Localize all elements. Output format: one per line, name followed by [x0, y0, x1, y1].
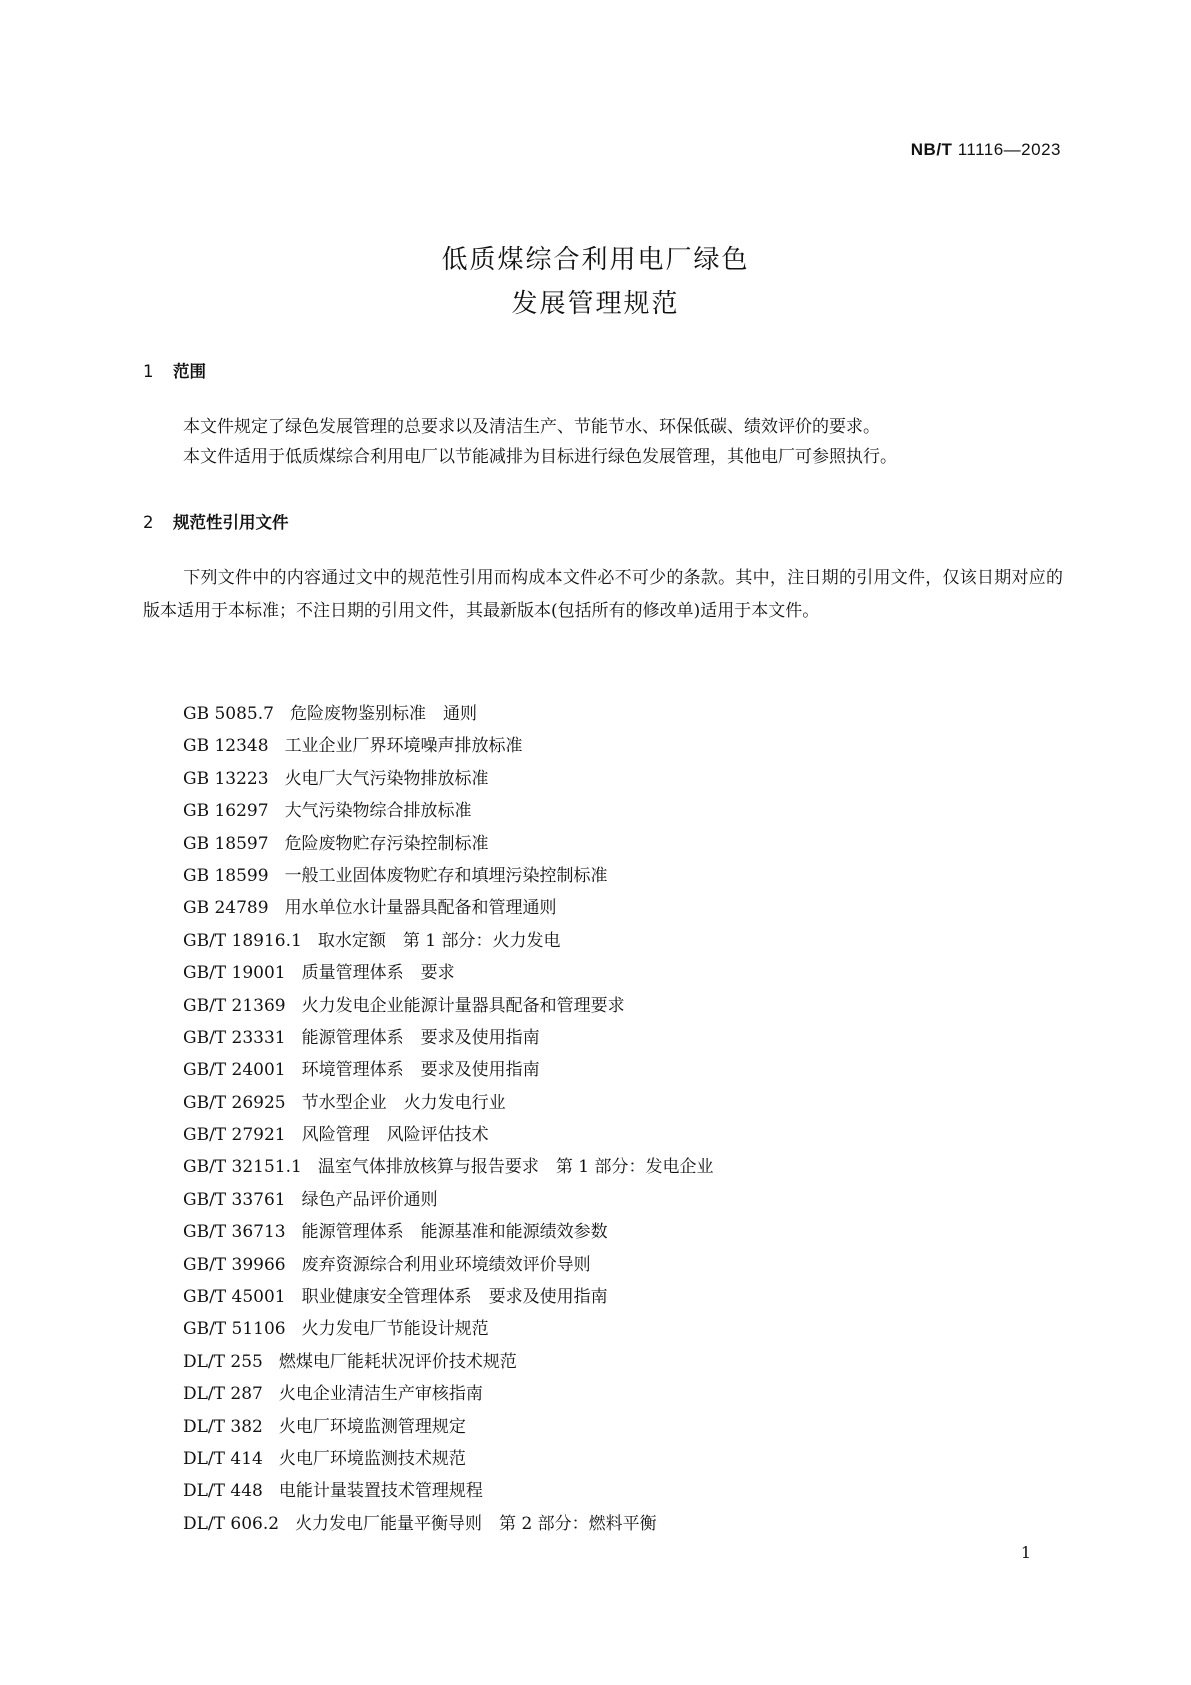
reference-title: 职业健康安全管理体系 要求及使用指南 [301, 1287, 608, 1308]
reference-title: 取水定额 第 1 部分：火力发电 [317, 930, 561, 951]
reference-title: 危险废物贮存污染控制标准 [284, 833, 489, 854]
reference-item [183, 1281, 713, 1313]
reference-title: 火力发电企业能源计量器具配备和管理要求 [301, 995, 625, 1016]
reference-code: GB/T 18916.1 [183, 930, 302, 951]
reference-title: 火电企业清洁生产审核指南 [278, 1384, 483, 1405]
title-line-1: 低质煤综合利用电厂绿色 [441, 245, 750, 275]
reference-item [183, 1249, 713, 1281]
reference-item [183, 860, 713, 892]
reference-item [183, 1119, 713, 1151]
reference-title: 一般工业固体废物贮存和填埋污染控制标准 [284, 865, 608, 886]
reference-title: 燃煤电厂能耗状况评价技术规范 [278, 1351, 517, 1372]
reference-item [183, 1087, 713, 1119]
section-1-paragraph-2: 本文件适用于低质煤综合利用电厂以节能减排为目标进行绿色发展管理，其他电厂可参照执行。 [183, 447, 897, 467]
reference-item [183, 1378, 713, 1410]
page-number: 1 [1020, 1543, 1031, 1562]
reference-item [183, 1313, 713, 1345]
reference-title: 能源管理体系 能源基准和能源绩效参数 [301, 1222, 608, 1243]
reference-code: GB/T 19001 [183, 963, 286, 984]
reference-item [183, 1443, 713, 1475]
section-title: 范围 [173, 362, 206, 381]
reference-code: GB/T 21369 [183, 995, 286, 1016]
reference-code: GB 13223 [183, 768, 269, 789]
reference-title: 节水型企业 火力发电行业 [301, 1092, 506, 1113]
section-2-heading [143, 509, 289, 533]
reference-title: 能源管理体系 要求及使用指南 [301, 1027, 540, 1048]
reference-title: 电能计量装置技术管理规程 [278, 1481, 483, 1502]
section-2-paragraph-1 [143, 562, 1063, 628]
reference-item [183, 1216, 713, 1248]
reference-code: GB 18597 [183, 833, 269, 854]
reference-title: 火力发电厂节能设计规范 [301, 1319, 489, 1340]
reference-code: GB/T 51106 [183, 1319, 286, 1340]
reference-item [183, 828, 713, 860]
title-line-2: 发展管理规范 [511, 289, 680, 319]
reference-item [183, 925, 713, 957]
reference-code: GB/T 26925 [183, 1092, 286, 1113]
reference-code: GB/T 39966 [183, 1254, 286, 1275]
reference-title: 火电厂环境监测技术规范 [278, 1448, 466, 1469]
reference-item [183, 1151, 713, 1183]
reference-code: GB 12348 [183, 736, 269, 757]
reference-title: 温室气体排放核算与报告要求 第 1 部分：发电企业 [317, 1157, 714, 1178]
reference-item [183, 990, 713, 1022]
reference-title: 火力发电厂能量平衡导则 第 2 部分：燃料平衡 [295, 1513, 657, 1534]
reference-title: 工业企业厂界环境噪声排放标准 [284, 736, 523, 757]
paragraph-text: 下列文件中的内容通过文中的规范性引用而构成本文件必不可少的条款。其中，注日期的引用文件，仅该日期对应的版本适用于本标准；不注日期的引用文件，其最新版本(包括所有的修改单)适用于本文件。 [143, 568, 1063, 621]
reference-item [183, 1508, 713, 1540]
reference-code: GB/T 45001 [183, 1287, 286, 1308]
standard-prefix: NB/T [910, 140, 953, 159]
reference-title: 绿色产品评价通则 [301, 1189, 438, 1210]
reference-item [183, 1475, 713, 1507]
reference-title: 用水单位水计量器具配备和管理通则 [284, 898, 557, 919]
reference-code: DL/T 382 [183, 1416, 263, 1437]
section-number: 2 [143, 513, 154, 532]
reference-code: GB 18599 [183, 865, 269, 886]
standard-code [911, 140, 1061, 160]
section-1-paragraph-1: 本文件规定了绿色发展管理的总要求以及清洁生产、节能节水、环保低碳、绩效评价的要求。 [183, 417, 880, 437]
reference-item [183, 1184, 713, 1216]
reference-item [183, 1346, 713, 1378]
reference-code: DL/T 414 [183, 1448, 263, 1469]
reference-item [183, 1022, 713, 1054]
reference-item [183, 763, 713, 795]
reference-code: GB/T 33761 [183, 1189, 286, 1210]
reference-title: 危险废物鉴别标准 通则 [289, 704, 477, 724]
standard-number: 11116—2023 [957, 140, 1061, 159]
reference-code: GB/T 23331 [183, 1027, 286, 1048]
reference-code: GB/T 36713 [183, 1222, 286, 1243]
section-title: 规范性引用文件 [173, 513, 289, 532]
reference-item [183, 730, 713, 762]
reference-code: DL/T 606.2 [183, 1513, 280, 1534]
reference-item [183, 795, 713, 827]
reference-item [183, 957, 713, 989]
reference-item [183, 698, 713, 730]
reference-code: GB/T 24001 [183, 1060, 286, 1081]
reference-item [183, 1411, 713, 1443]
reference-code: GB 24789 [183, 898, 269, 919]
reference-item [183, 892, 713, 924]
section-1-heading [143, 358, 206, 382]
reference-item [183, 1054, 713, 1086]
reference-title: 大气污染物综合排放标准 [284, 801, 472, 822]
section-number: 1 [143, 362, 154, 381]
reference-code: GB/T 27921 [183, 1125, 286, 1146]
normative-references-list [183, 698, 713, 1540]
reference-code: DL/T 448 [183, 1481, 263, 1502]
reference-code: GB/T 32151.1 [183, 1157, 302, 1178]
document-title [0, 238, 1191, 326]
reference-title: 废弃资源综合利用业环境绩效评价导则 [301, 1254, 591, 1275]
reference-title: 环境管理体系 要求及使用指南 [301, 1060, 540, 1081]
reference-code: GB 5085.7 [183, 704, 274, 724]
reference-code: GB 16297 [183, 801, 269, 822]
reference-title: 质量管理体系 要求 [301, 963, 455, 984]
reference-code: DL/T 255 [183, 1351, 263, 1372]
reference-code: DL/T 287 [183, 1384, 263, 1405]
reference-title: 火电厂环境监测管理规定 [278, 1416, 466, 1437]
reference-title: 风险管理 风险评估技术 [301, 1125, 489, 1146]
reference-title: 火电厂大气污染物排放标准 [284, 768, 489, 789]
